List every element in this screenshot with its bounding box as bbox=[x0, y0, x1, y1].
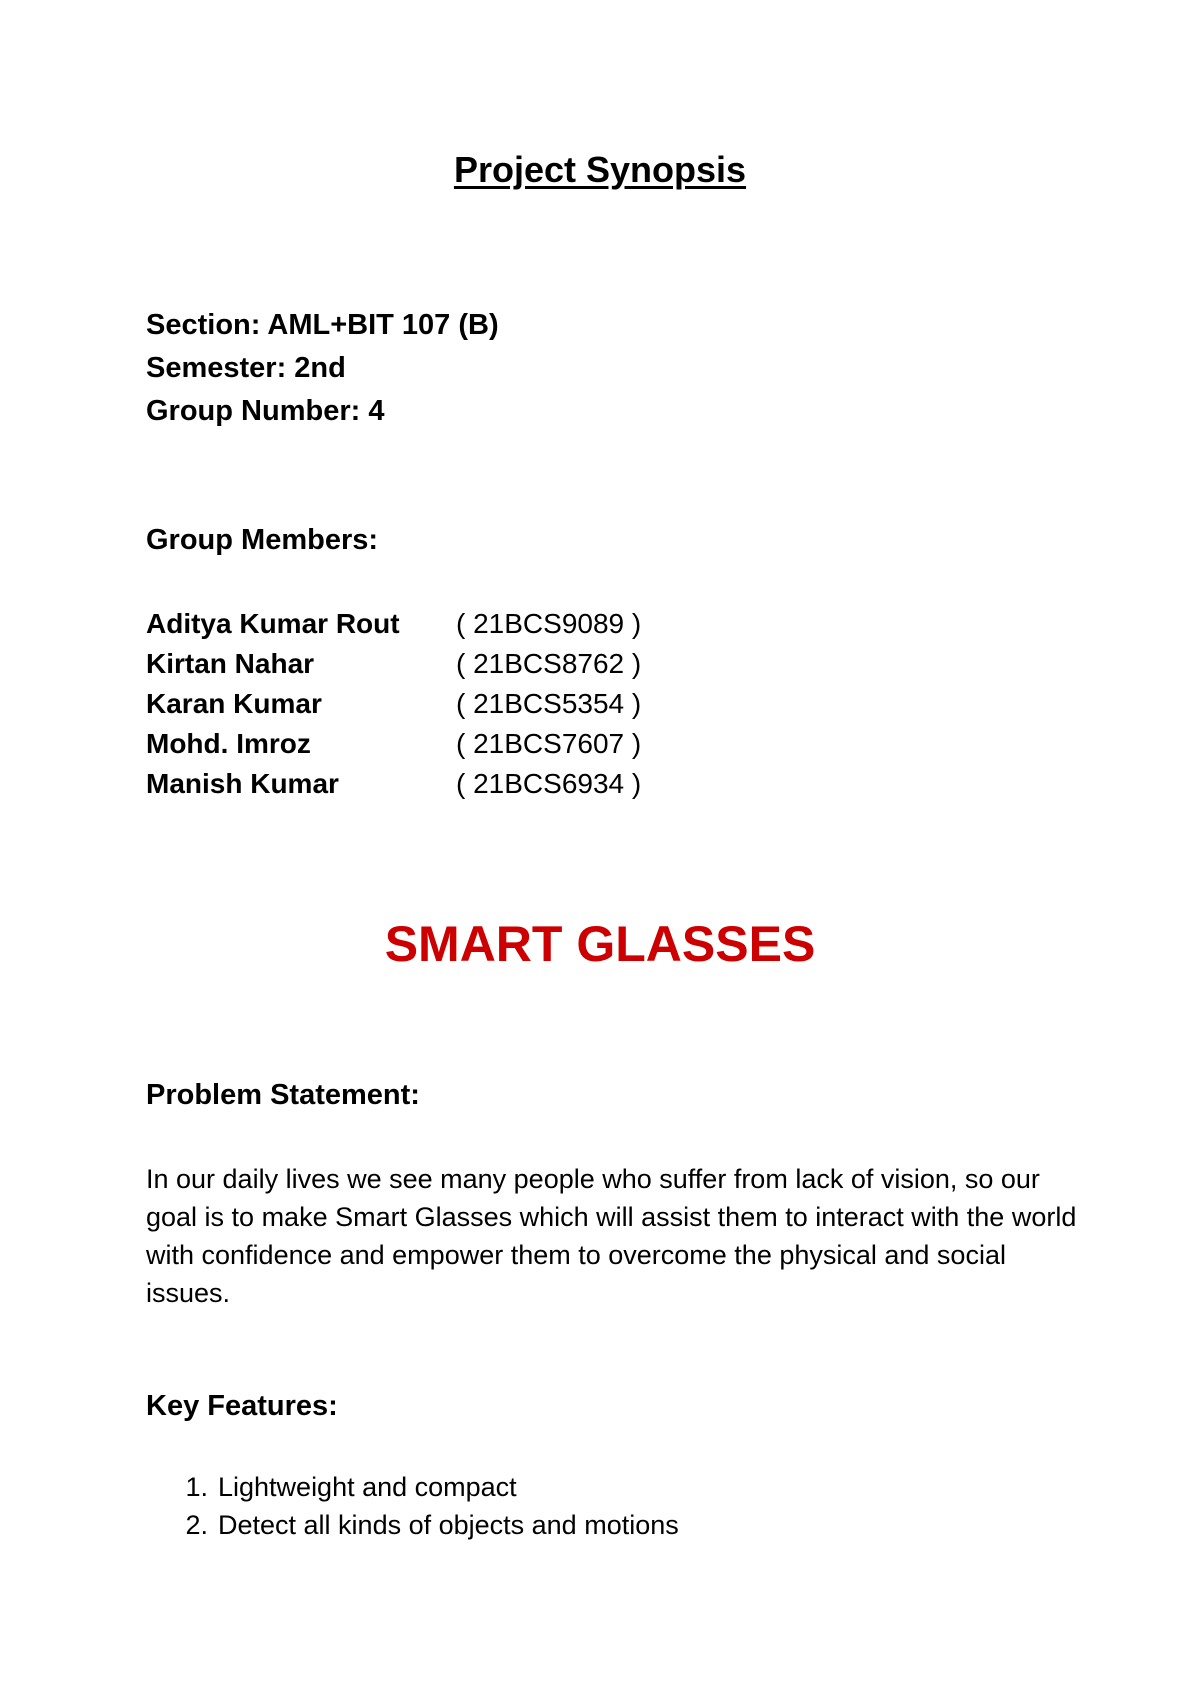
member-row bbox=[146, 724, 641, 764]
member-id: ( 21BCS5354 ) bbox=[456, 688, 642, 719]
problem-statement-heading: Problem Statement: bbox=[146, 1079, 420, 1111]
list-item-text: Lightweight and compact bbox=[218, 1472, 517, 1502]
list-item bbox=[146, 1506, 679, 1544]
member-row bbox=[146, 684, 641, 724]
member-row bbox=[146, 604, 641, 644]
member-row bbox=[146, 644, 641, 684]
problem-statement-text: In our daily lives we see many people who suffer from lack of vision, so our goal is to make Smart Glasses which will assist them to interact with the world with confidence and empower them to overcome the physical and social issues. bbox=[146, 1164, 1077, 1308]
key-features-list bbox=[146, 1468, 679, 1544]
group-members-heading: Group Members: bbox=[146, 524, 379, 556]
member-id: ( 21BCS9089 ) bbox=[456, 608, 642, 639]
list-item-number: 1. bbox=[185, 1472, 208, 1502]
project-title: SMART GLASSES bbox=[384, 916, 816, 972]
member-id: ( 21BCS8762 ) bbox=[456, 648, 642, 679]
member-name: Manish Kumar bbox=[146, 768, 339, 799]
key-features-heading: Key Features: bbox=[146, 1390, 338, 1422]
document-title: Project Synopsis bbox=[453, 149, 747, 190]
member-id: ( 21BCS7607 ) bbox=[456, 728, 642, 759]
member-row bbox=[146, 764, 641, 804]
course-info bbox=[146, 304, 499, 433]
member-name: Karan Kumar bbox=[146, 688, 322, 719]
list-item bbox=[146, 1468, 679, 1506]
group-number-line: Group Number: 4 bbox=[146, 395, 385, 427]
member-name: Aditya Kumar Rout bbox=[146, 608, 400, 639]
semester-line: Semester: 2nd bbox=[146, 352, 346, 384]
member-id: ( 21BCS6934 ) bbox=[456, 768, 642, 799]
section-line: Section: AML+BIT 107 (B) bbox=[146, 309, 499, 341]
list-item-number: 2. bbox=[185, 1510, 208, 1540]
members-list bbox=[146, 604, 641, 804]
member-name: Kirtan Nahar bbox=[146, 648, 315, 679]
list-item-text: Detect all kinds of objects and motions bbox=[218, 1510, 679, 1540]
member-name: Mohd. Imroz bbox=[146, 728, 311, 759]
